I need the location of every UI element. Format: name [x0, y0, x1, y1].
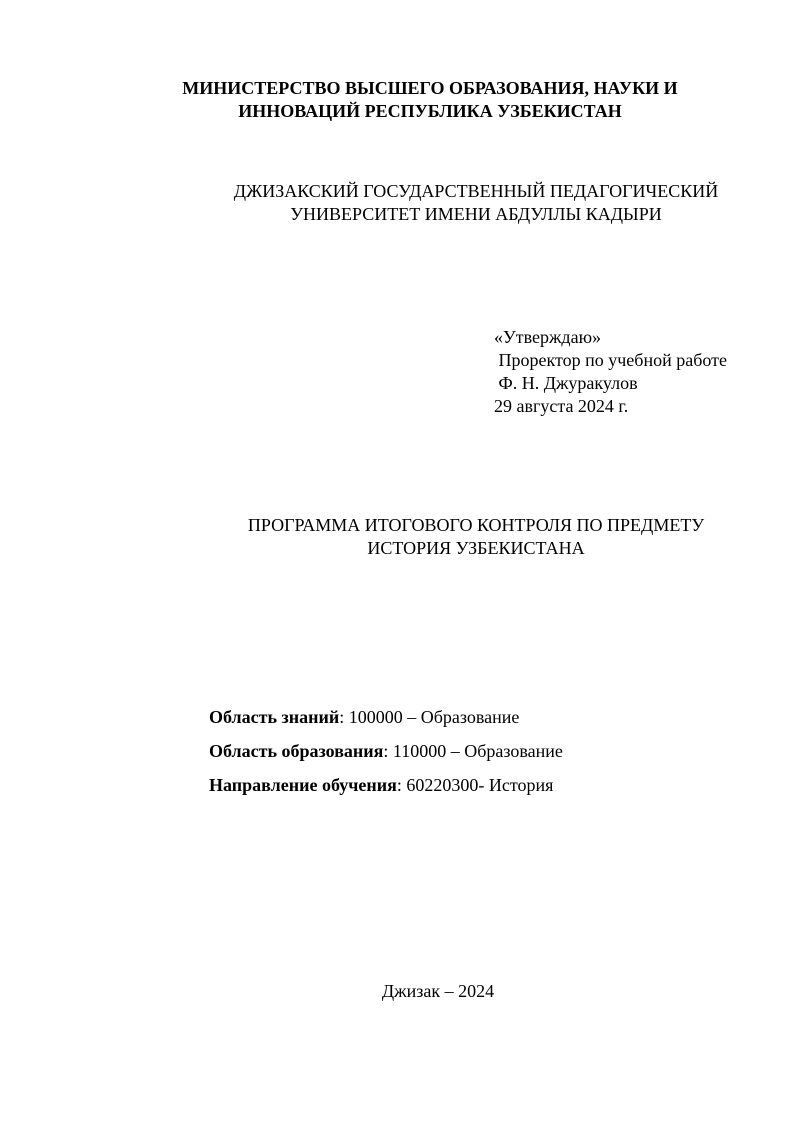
footer-city-year: Джизак – 2024	[381, 981, 495, 1001]
field-study-direction	[209, 774, 769, 808]
field-label: Направление обучения	[209, 775, 397, 795]
program-title	[176, 514, 776, 560]
approval-block	[494, 326, 784, 418]
approval-heading: «Утверждаю»	[494, 327, 602, 347]
approval-date: 29 августа 2024 г.	[494, 396, 629, 416]
university-name-line-2: УНИВЕРСИТЕТ ИМЕНИ АБДУЛЛЫ КАДЫРИ	[290, 204, 662, 224]
field-education-area	[209, 740, 769, 774]
field-knowledge-area	[209, 706, 769, 740]
ministry-heading-line-2: ИННОВАЦИЙ РЕСПУБЛИКА УЗБЕКИСТАН	[238, 101, 622, 121]
approver-name: Ф. Н. Джуракулов	[494, 373, 638, 393]
field-value: : 100000 – Образование	[339, 707, 520, 727]
field-label: Область образования	[209, 741, 384, 761]
ministry-heading-line-1: МИНИСТЕРСТВО ВЫСШЕГО ОБРАЗОВАНИЯ, НАУКИ И	[182, 78, 678, 98]
field-value: : 60220300- История	[396, 775, 554, 795]
approver-position: Проректор по учебной работе	[494, 350, 727, 370]
university-name-line-1: ДЖИЗАКСКИЙ ГОСУДАРСТВЕННЫЙ ПЕДАГОГИЧЕСКИЙ	[233, 181, 719, 201]
field-value: : 110000 – Образование	[383, 741, 563, 761]
program-title-line-2: ИСТОРИЯ УЗБЕКИСТАНА	[367, 538, 585, 558]
program-title-line-1: ПРОГРАММА ИТОГОВОГО КОНТРОЛЯ ПО ПРЕДМЕТУ	[247, 515, 705, 535]
university-name	[176, 180, 776, 226]
ministry-heading	[130, 77, 730, 123]
program-fields	[209, 706, 769, 808]
field-label: Область знаний	[209, 707, 340, 727]
